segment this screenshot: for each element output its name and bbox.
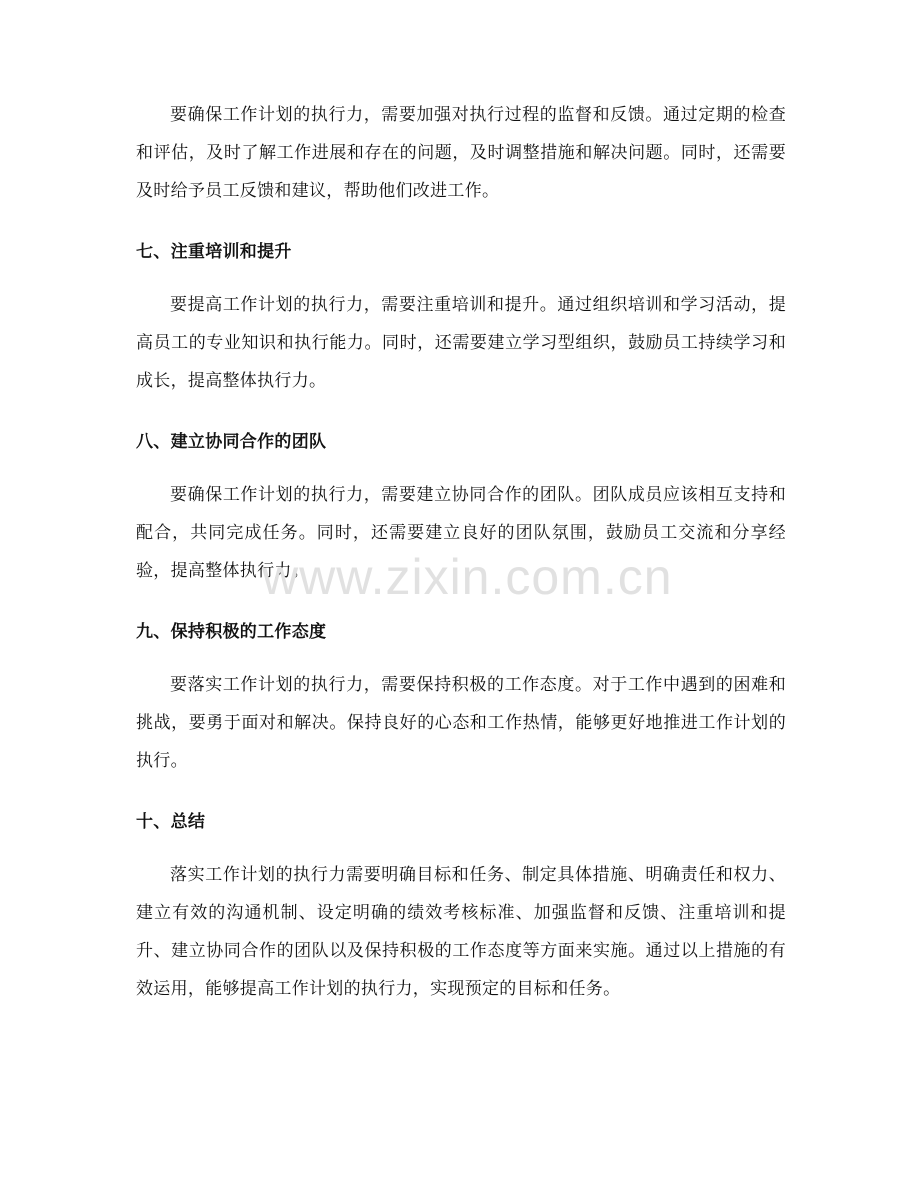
section-heading-9: 九、保持积极的工作态度 <box>136 622 327 642</box>
section-heading-7: 七、注重培训和提升 <box>136 242 292 262</box>
intro-paragraph: 要确保工作计划的执行力，需要加强对执行过程的监督和反馈。通过定期的检查和评估，及时了解工作进展和存在的问题，及时调整措施和解决问题。同时，还需要及时给予员工反馈和建议，帮助他们改进工作。 <box>136 105 786 201</box>
section-paragraph-9: 要落实工作计划的执行力，需要保持积极的工作态度。对于工作中遇到的困难和挑战，要勇于面对和解决。保持良好的心态和工作热情，能够更好地推进工作计划的执行。 <box>136 675 786 771</box>
section-heading-10: 十、总结 <box>136 812 206 832</box>
section-paragraph-7: 要提高工作计划的执行力，需要注重培训和提升。通过组织培训和学习活动，提高员工的专业知识和执行能力。同时，还需要建立学习型组织，鼓励员工持续学习和成长，提高整体执行力。 <box>136 295 786 391</box>
section-paragraph-8: 要确保工作计划的执行力，需要建立协同合作的团队。团队成员应该相互支持和配合，共同完成任务。同时，还需要建立良好的团队氛围，鼓励员工交流和分享经验，提高整体执行力。 <box>136 485 786 581</box>
section-heading-8: 八、建立协同合作的团队 <box>136 432 327 452</box>
section-paragraph-10: 落实工作计划的执行力需要明确目标和任务、制定具体措施、明确责任和权力、建立有效的沟通机制、设定明确的绩效考核标准、加强监督和反馈、注重培训和提升、建立协同合作的团队以及保持积极的工作态度等方面来实施。通过以上措施的有效运用，能够提高工作计划的执行力，实现预定的目标和任务。 <box>136 865 786 999</box>
watermark: www.zixin.com.cn <box>262 549 673 605</box>
document-page <box>136 96 786 1008</box>
